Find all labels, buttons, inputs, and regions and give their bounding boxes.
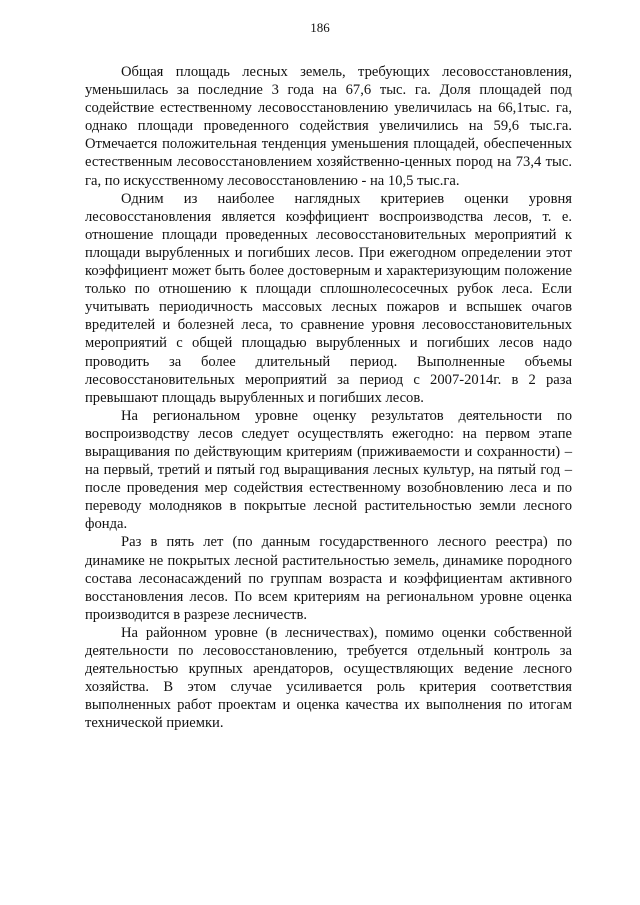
document-body <box>85 63 572 732</box>
paragraph-five-year-review: Раз в пять лет (по данным государственного лесного реестра) по динамике не покрытых лесной растительностью земель, динамике породного состава лесонасаждений по группам возраста и коэффициентам активного восстановления лесов. По всем критериям на региональном уровне оценка производится в разрезе лесничеств. <box>85 534 572 623</box>
paragraph-reproduction-coefficient: Одним из наиболее наглядных критериев оценки уровня лесовосстановления является коэффициент воспроизводства лесов, т. е. отношение площади проведенных лесовосстановительных мероприятий к площади вырубленных и погибших лесов. При ежегодном определении этот коэффициент может быть более достоверным и характеризующим положение только по отношению к площади сплошнолесосечных рубок леса. Если учитывать периодичность массовых лесных пожаров и вспышек очагов вредителей и болезней леса, то сравнение уровня лесовосстановительных мероприятий с общей площадью вырубленных и погибших лесов надо проводить за более длительный период. Выполненные объемы лесовосстановительных мероприятий за период с 2007-2014г. в 2 раза превышают площадь вырубленных и погибших лесов. <box>85 190 572 406</box>
page-number: 186 <box>310 20 330 35</box>
paragraph-regional-assessment: На региональном уровне оценку результатов деятельности по воспроизводству лесов следует осуществлять ежегодно: на первом этапе выращивания по действующим критериям (приживаемости и сохранности) – на первый, третий и пятый год выращивания лесных культур, на пятый год – после проведения мер содействия естественному возобновлению леса и по переводу молодняков в покрытые лесной растительностью земли лесного фонда. <box>85 407 572 533</box>
paragraph-district-level: На районном уровне (в лесничествах), помимо оценки собственной деятельности по лесовосстановлению, требуется отдельный контроль за деятельностью крупных арендаторов, осуществляющих ведение лесного хозяйства. В этом случае усиливается роль критерия соответствия выполненных работ проектам и оценка качества их выполнения по итогам технической приемки. <box>85 624 572 732</box>
paragraph-forest-land-area: Общая площадь лесных земель, требующих лесовосстановления, уменьшилась за последние 3 года на 67,6 тыс. га. Доля площадей под содействие естественному лесовосстановлению увеличилась на 66,1тыс. га, однако площади проведенного содействия увеличились на 59,6 тыс.га. Отмечается положительная тенденция уменьшения площадей, обеспеченных естественным лесовосстановлением хозяйственно-ценных пород на 73,4 тыс. га, по искусственному лесовосстановлению - на 10,5 тыс.га. <box>85 64 572 189</box>
